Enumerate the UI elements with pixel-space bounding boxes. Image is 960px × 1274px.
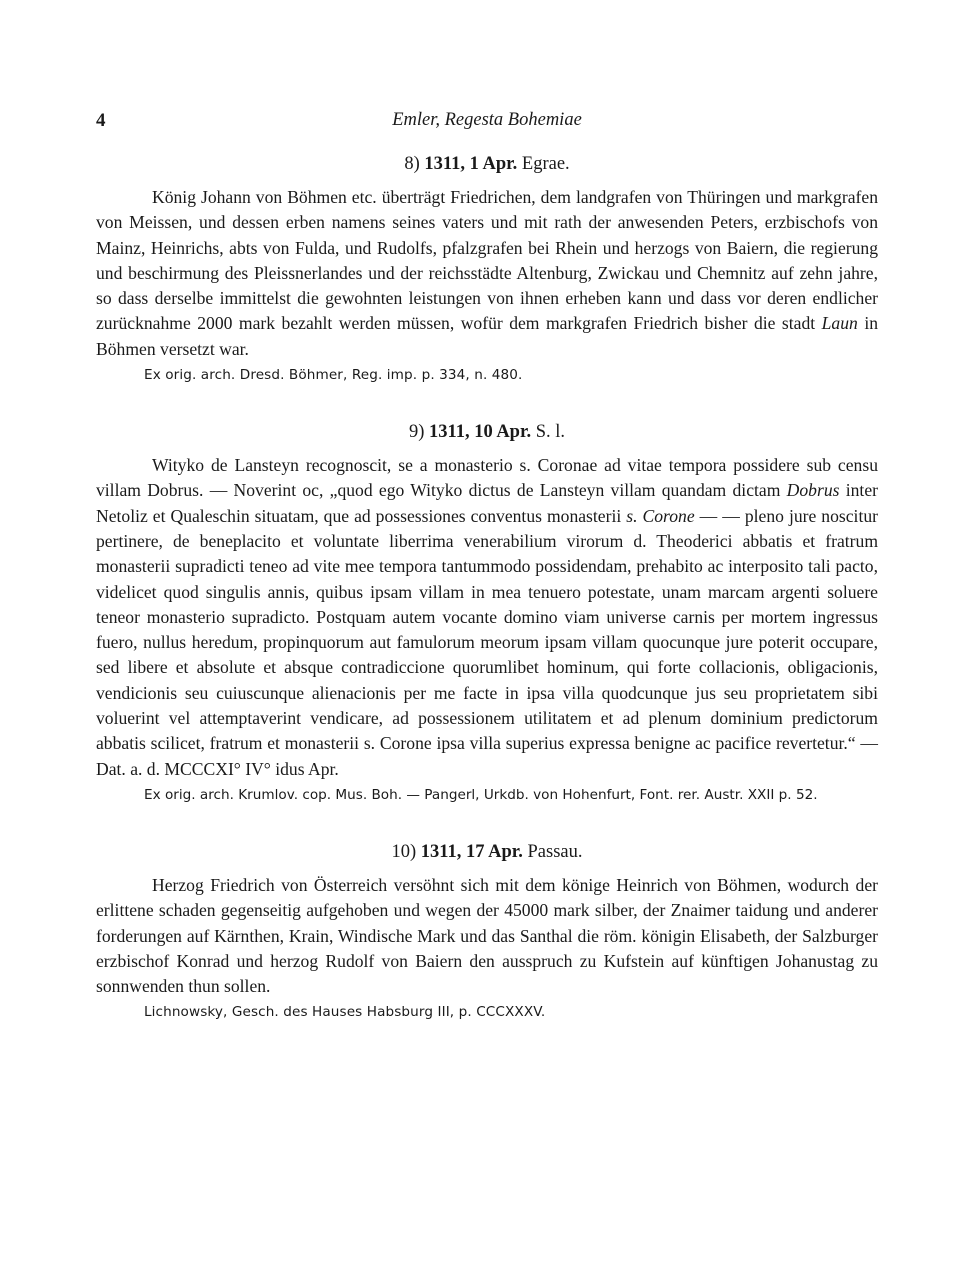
page-number: 4 [96,110,106,131]
entry-text-part: — — pleno jure noscitur pertinere, de beneplacito et voluntate liberrima venerabilium virorum d. Theoderici abbatis et fratrum monasterii supradicti teneo ad vite mee tempora tantummodo possidendam, prehabito ac interposito tali pacto, videlicet quod singulis annis, quibus ipsam villam in mea tenuero potestate, unam marcam argenti soluere teneor monasterio supradicto. Postquam autem vocante domino viam universe carnis per mortem ingressus fuero, nullus heredum, propinquorum aut famulorum meorum ipsam villam quocunque jure poterit occupare, sed libere et absolute et absque contradiccione quorumlibet hominum, qui forte collacionis, obligacionis, vendicionis seu cuiuscunque alienacionis per me facte in ipsa villa quodcunque jus seu proprietatem sibi voluerint vel attemptaverint vendicare, ad possessionem utilitatem et ad plenum dominium predictorum abbatis scilicet, fratrum et monasterii s. Corone ipsa villa superius expressa benigne ac pacifice revertetur.“ — Dat. a. d. MCCCXI° IV° idus Apr. [96,505,878,779]
entry-text-part: in Böhmen versetzt war. [96,313,878,359]
entry-place: S. l. [535,422,566,443]
entry-heading [96,842,878,863]
entry-date: 1311, 10 Apr. [428,422,532,443]
entry-text [96,453,878,782]
entry-place: Passau. [527,841,583,862]
entry-text-italic: s. Corone [626,505,695,526]
entry-heading [96,154,878,175]
entry-number: 10) [391,841,417,862]
entry-place: Egrae. [521,154,570,174]
page-header [96,106,878,140]
entry-source: Ex orig. arch. Krumlov. cop. Mus. Boh. — Pangerl, Urkdb. von Hohenfurt, Font. rer. Austr. XXII p. 52. [144,786,818,803]
entry-date: 1311, 1 Apr. [424,154,518,174]
entry-text [96,185,878,362]
entry-source: Lichnowsky, Gesch. des Hauses Habsburg III, p. CCCXXXV. [144,1004,546,1021]
running-title: Emler, Regesta Bohemiae [392,110,582,130]
entry-text-part: inter Netoliz et Qualeschin situatam, que ad possessiones conventus monasterii [96,480,878,526]
entry-number: 8) [404,154,420,174]
entry-text-italic: Dobrus [786,480,840,501]
entry-text-part: Wityko de Lansteyn recognoscit, se a monasterio s. Coronae ad vitae tempora possidere sub censu villam Dobrus. — Noverint oc, „quod ego Wityko dictus de Lansteyn villam quandam dictam [96,455,878,501]
entry-date: 1311, 17 Apr. [420,841,523,862]
entry-text-italic: Laun [821,313,858,334]
entry-text: Herzog Friedrich von Österreich versöhnt sich mit dem könige Heinrich von Böhmen, wodurch der erlittene schaden gegenseitig aufgehoben und wegen der 45000 mark silber, der Znaimer taidung und anderer forderungen auf Kärnthen, Krain, Windische Mark und das Santhal die röm. königin Elisabeth, der Salzburger erzbischof Konrad und herzog Rudolf von Baiern den ausspruch zu Kufstein auf künftigen Johanustag zu sonnwenden thun sollen. [96,874,878,997]
entry-heading [96,422,878,443]
entry-source: Ex orig. arch. Dresd. Böhmer, Reg. imp. p. 334, n. 480. [144,367,523,384]
entry-number: 9) [408,422,425,443]
document-page [96,106,878,1023]
entry-text-part: König Johann von Böhmen etc. überträgt Friedrichen, dem landgrafen von Thüringen und markgrafen von Meissen, und dessen erben namens seines vaters und mit rath der anwesenden Peters, erzbischofs von Mainz, Heinrichs, abts von Fulda, und Rudolfs, pfalzgrafen bei Rhein und herzogs von Baiern, die regierung und beschirmung des Pleissnerlandes und der reichsstädte Altenburg, Zwickau und Chemnitz auf zehn jahre, so dass derselbe immittelst die gewohnten leistungen von ihnen erheben kann und dass vor deren endlicher zurücknahme 2000 mark bezahlt werden müssen, wofür dem markgrafen Friedrich bisher die stadt [96,187,878,334]
